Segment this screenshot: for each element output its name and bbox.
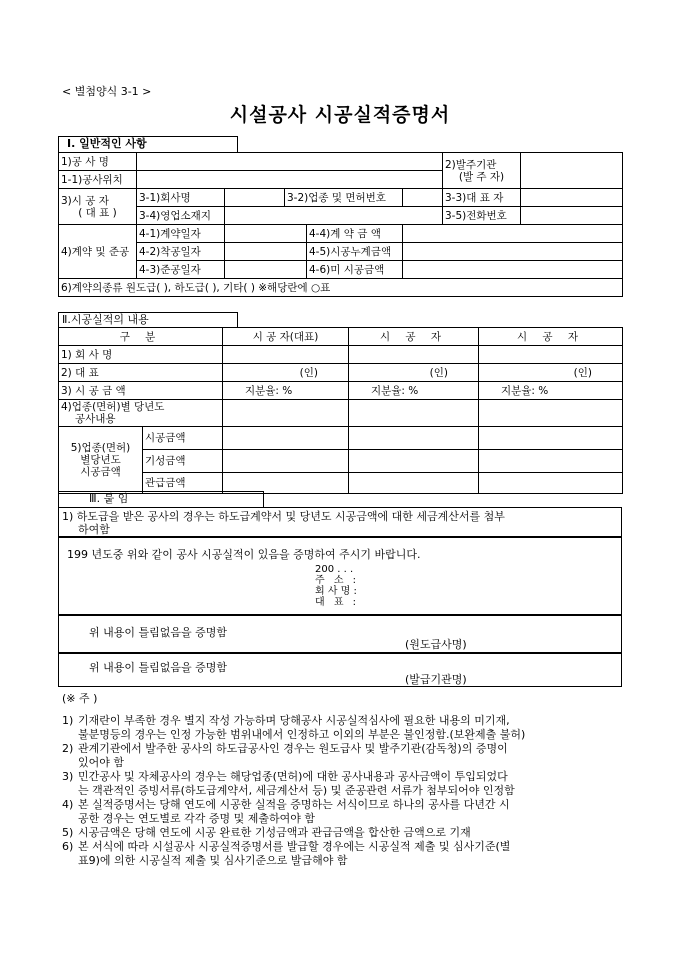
- note-2: 2) 관계기관에서 발주한 공사의 하도급공사인 경우는 원도급사 및 발주기관(감독청)의 증명이 있어야 함: [62, 742, 508, 769]
- certify-contractor-issuer[interactable]: (원도급사명): [405, 638, 467, 651]
- certify-contractor-text: 위 내용이 틀림없음을 증명함: [89, 626, 228, 639]
- seal-sub1: (인): [349, 364, 479, 382]
- certify-agency-issuer[interactable]: (발급기관명): [405, 673, 467, 686]
- share-ratio-sub2[interactable]: 지분율: %: [479, 382, 623, 400]
- page-title: 시설공사 시공실적증명서: [229, 104, 451, 126]
- unfinished-amount-label: 4-6)미 시공금액: [307, 261, 403, 279]
- company-row-label: 1) 회 사 명: [59, 346, 223, 364]
- contract-type-row[interactable]: 6)계약의종류 원도급( ), 하도급( ), 기타( ) ※해당란에 ○표: [59, 279, 623, 297]
- contract-amount-value[interactable]: [403, 225, 623, 243]
- completion-date-value[interactable]: [225, 261, 307, 279]
- progress-amount-sub1[interactable]: [349, 450, 479, 473]
- category-header: 구 분: [59, 328, 223, 346]
- contract-date-value[interactable]: [225, 225, 307, 243]
- main-contractor-header: 시 공 자(대표): [223, 328, 349, 346]
- note-3: 3) 민간공사 및 자체공사의 경우는 해당업종(면허)에 대한 공사내용과 공사금액이 투입되었다 는 객관적인 증빙서류(하도급계약서, 세금계산서 등) 및 준공관련 서류가 첨부되어야 인정함: [62, 770, 515, 797]
- contract-amount-label: 4-4)계 약 금 액: [307, 225, 403, 243]
- business-license-value[interactable]: [403, 189, 443, 207]
- seal-main: (인): [223, 364, 349, 382]
- start-date-value[interactable]: [225, 243, 307, 261]
- business-content-label: 4)업종(면허)별 당년도 공사내용: [59, 400, 223, 427]
- unfinished-amount-value[interactable]: [403, 261, 623, 279]
- certify-agency-text: 위 내용이 틀림없음을 증명함: [89, 661, 228, 674]
- general-info-table: [58, 152, 623, 297]
- business-content-sub1[interactable]: [349, 400, 479, 427]
- request-box: [58, 537, 622, 615]
- section1-header: Ⅰ. 일반적인 사항: [58, 136, 238, 152]
- contractor-label: 3)시 공 자 ( 대 표 ): [59, 189, 137, 225]
- notes-heading: (※ 주 ): [62, 692, 98, 705]
- completion-date-label: 4-3)준공일자: [137, 261, 225, 279]
- project-name-label: 1)공 사 명: [59, 153, 137, 171]
- company-main-value[interactable]: [223, 346, 349, 364]
- request-company[interactable]: 회 사 명 :: [315, 586, 357, 597]
- request-address[interactable]: 주 소 :: [315, 575, 360, 586]
- certify-agency-box: [58, 653, 622, 687]
- representative-label: 3-3)대 표 자: [443, 189, 521, 207]
- project-name-value[interactable]: [137, 153, 443, 171]
- note-1: 1) 기재란이 부족한 경우 별지 작성 가능하며 당해공사 시공실적심사에 필요한 내용의 미기재, 불분명등의 경우는 인정 가능한 범위내에서 인정하고 이외의 부분은 불인정함.(보완제출 불허): [62, 714, 526, 741]
- section2-header: Ⅱ.시공실적의 내용: [58, 312, 238, 327]
- request-date[interactable]: 200 . . .: [315, 564, 354, 575]
- office-address-label: 3-4)영업소재지: [137, 207, 225, 225]
- business-content-sub2[interactable]: [479, 400, 623, 427]
- business-content-main[interactable]: [223, 400, 349, 427]
- progress-amount-label: 기성금액: [143, 450, 223, 473]
- phone-value[interactable]: [521, 207, 623, 225]
- construction-amount-sub2[interactable]: [479, 427, 623, 450]
- company-name-label: 3-1)회사명: [137, 189, 225, 207]
- progress-amount-main[interactable]: [223, 450, 349, 473]
- construction-amount-main[interactable]: [223, 427, 349, 450]
- request-text: 199 년도중 위와 같이 공사 시공실적이 있음을 증명하여 주시기 바랍니다.: [67, 548, 421, 561]
- cumulative-amount-label: 4-5)시공누계금액: [307, 243, 403, 261]
- start-date-label: 4-2)착공일자: [137, 243, 225, 261]
- notes-section: [62, 692, 622, 868]
- request-rep[interactable]: 대 표 :: [315, 597, 360, 608]
- amount-row-label: 3) 시 공 금 액: [59, 382, 223, 400]
- share-ratio-main[interactable]: 지분율: %: [223, 382, 349, 400]
- company-sub2-value[interactable]: [479, 346, 623, 364]
- cumulative-amount-value[interactable]: [403, 243, 623, 261]
- representative-value[interactable]: [521, 189, 623, 207]
- note-6: 6) 본 서식에 따라 시설공사 시공실적증명서를 발급할 경우에는 시공실적 제출 및 심사기준(별 표9)에 의한 시공실적 제출 및 심사기준으로 발급해야 함: [62, 840, 511, 867]
- phone-label: 3-5)전화번호: [443, 207, 521, 225]
- office-address-value[interactable]: [225, 207, 443, 225]
- project-location-label: 1-1)공사위치: [59, 171, 137, 189]
- construction-amount-label: 시공금액: [143, 427, 223, 450]
- govt-amount-sub2[interactable]: [479, 473, 623, 494]
- business-license-label: 3-2)업종 및 면허번호: [285, 189, 403, 207]
- section3-header: Ⅲ. 붙 임: [58, 491, 264, 507]
- performance-table: [58, 327, 623, 494]
- progress-amount-sub2[interactable]: [479, 450, 623, 473]
- note-4: 4) 본 실적증명서는 당해 연도에 시공한 실적을 증명하는 서식이므로 하나의 공사를 다년간 시 공한 경우는 연도별로 각각 증명 및 제출하여야 함: [62, 798, 510, 825]
- construction-amount-sub1[interactable]: [349, 427, 479, 450]
- amount-by-type-label: 5)업종(면허) 별당년도 시공금액: [59, 427, 143, 494]
- sub-contractor2-header: 시 공 자: [479, 328, 623, 346]
- attachment-note: 1) 하도급을 받은 공사의 경우는 하도급계약서 및 당년도 시공금액에 대한 세금계산서를 첨부 하여함: [58, 507, 622, 537]
- project-location-value[interactable]: [137, 171, 443, 189]
- seal-sub2: (인): [479, 364, 623, 382]
- govt-amount-label: 관급금액: [143, 473, 223, 494]
- contract-completion-label: 4)계약 및 준공: [59, 225, 137, 279]
- govt-amount-sub1[interactable]: [349, 473, 479, 494]
- attachment-label: < 별첨양식 3-1 >: [62, 85, 152, 98]
- share-ratio-sub1[interactable]: 지분율: %: [349, 382, 479, 400]
- representative-row-label: 2) 대 표: [59, 364, 223, 382]
- company-name-value[interactable]: [225, 189, 285, 207]
- contract-date-label: 4-1)계약일자: [137, 225, 225, 243]
- note-5: 5) 시공금액은 당해 연도에 시공 완료한 기성금액과 관급금액을 합산한 금액으로 기재: [62, 826, 471, 839]
- sub-contractor1-header: 시 공 자: [349, 328, 479, 346]
- ordering-agency-label: 2)발주기관 (발 주 자): [443, 153, 521, 189]
- company-sub1-value[interactable]: [349, 346, 479, 364]
- certify-contractor-box: [58, 615, 622, 653]
- ordering-agency-value[interactable]: [521, 153, 623, 189]
